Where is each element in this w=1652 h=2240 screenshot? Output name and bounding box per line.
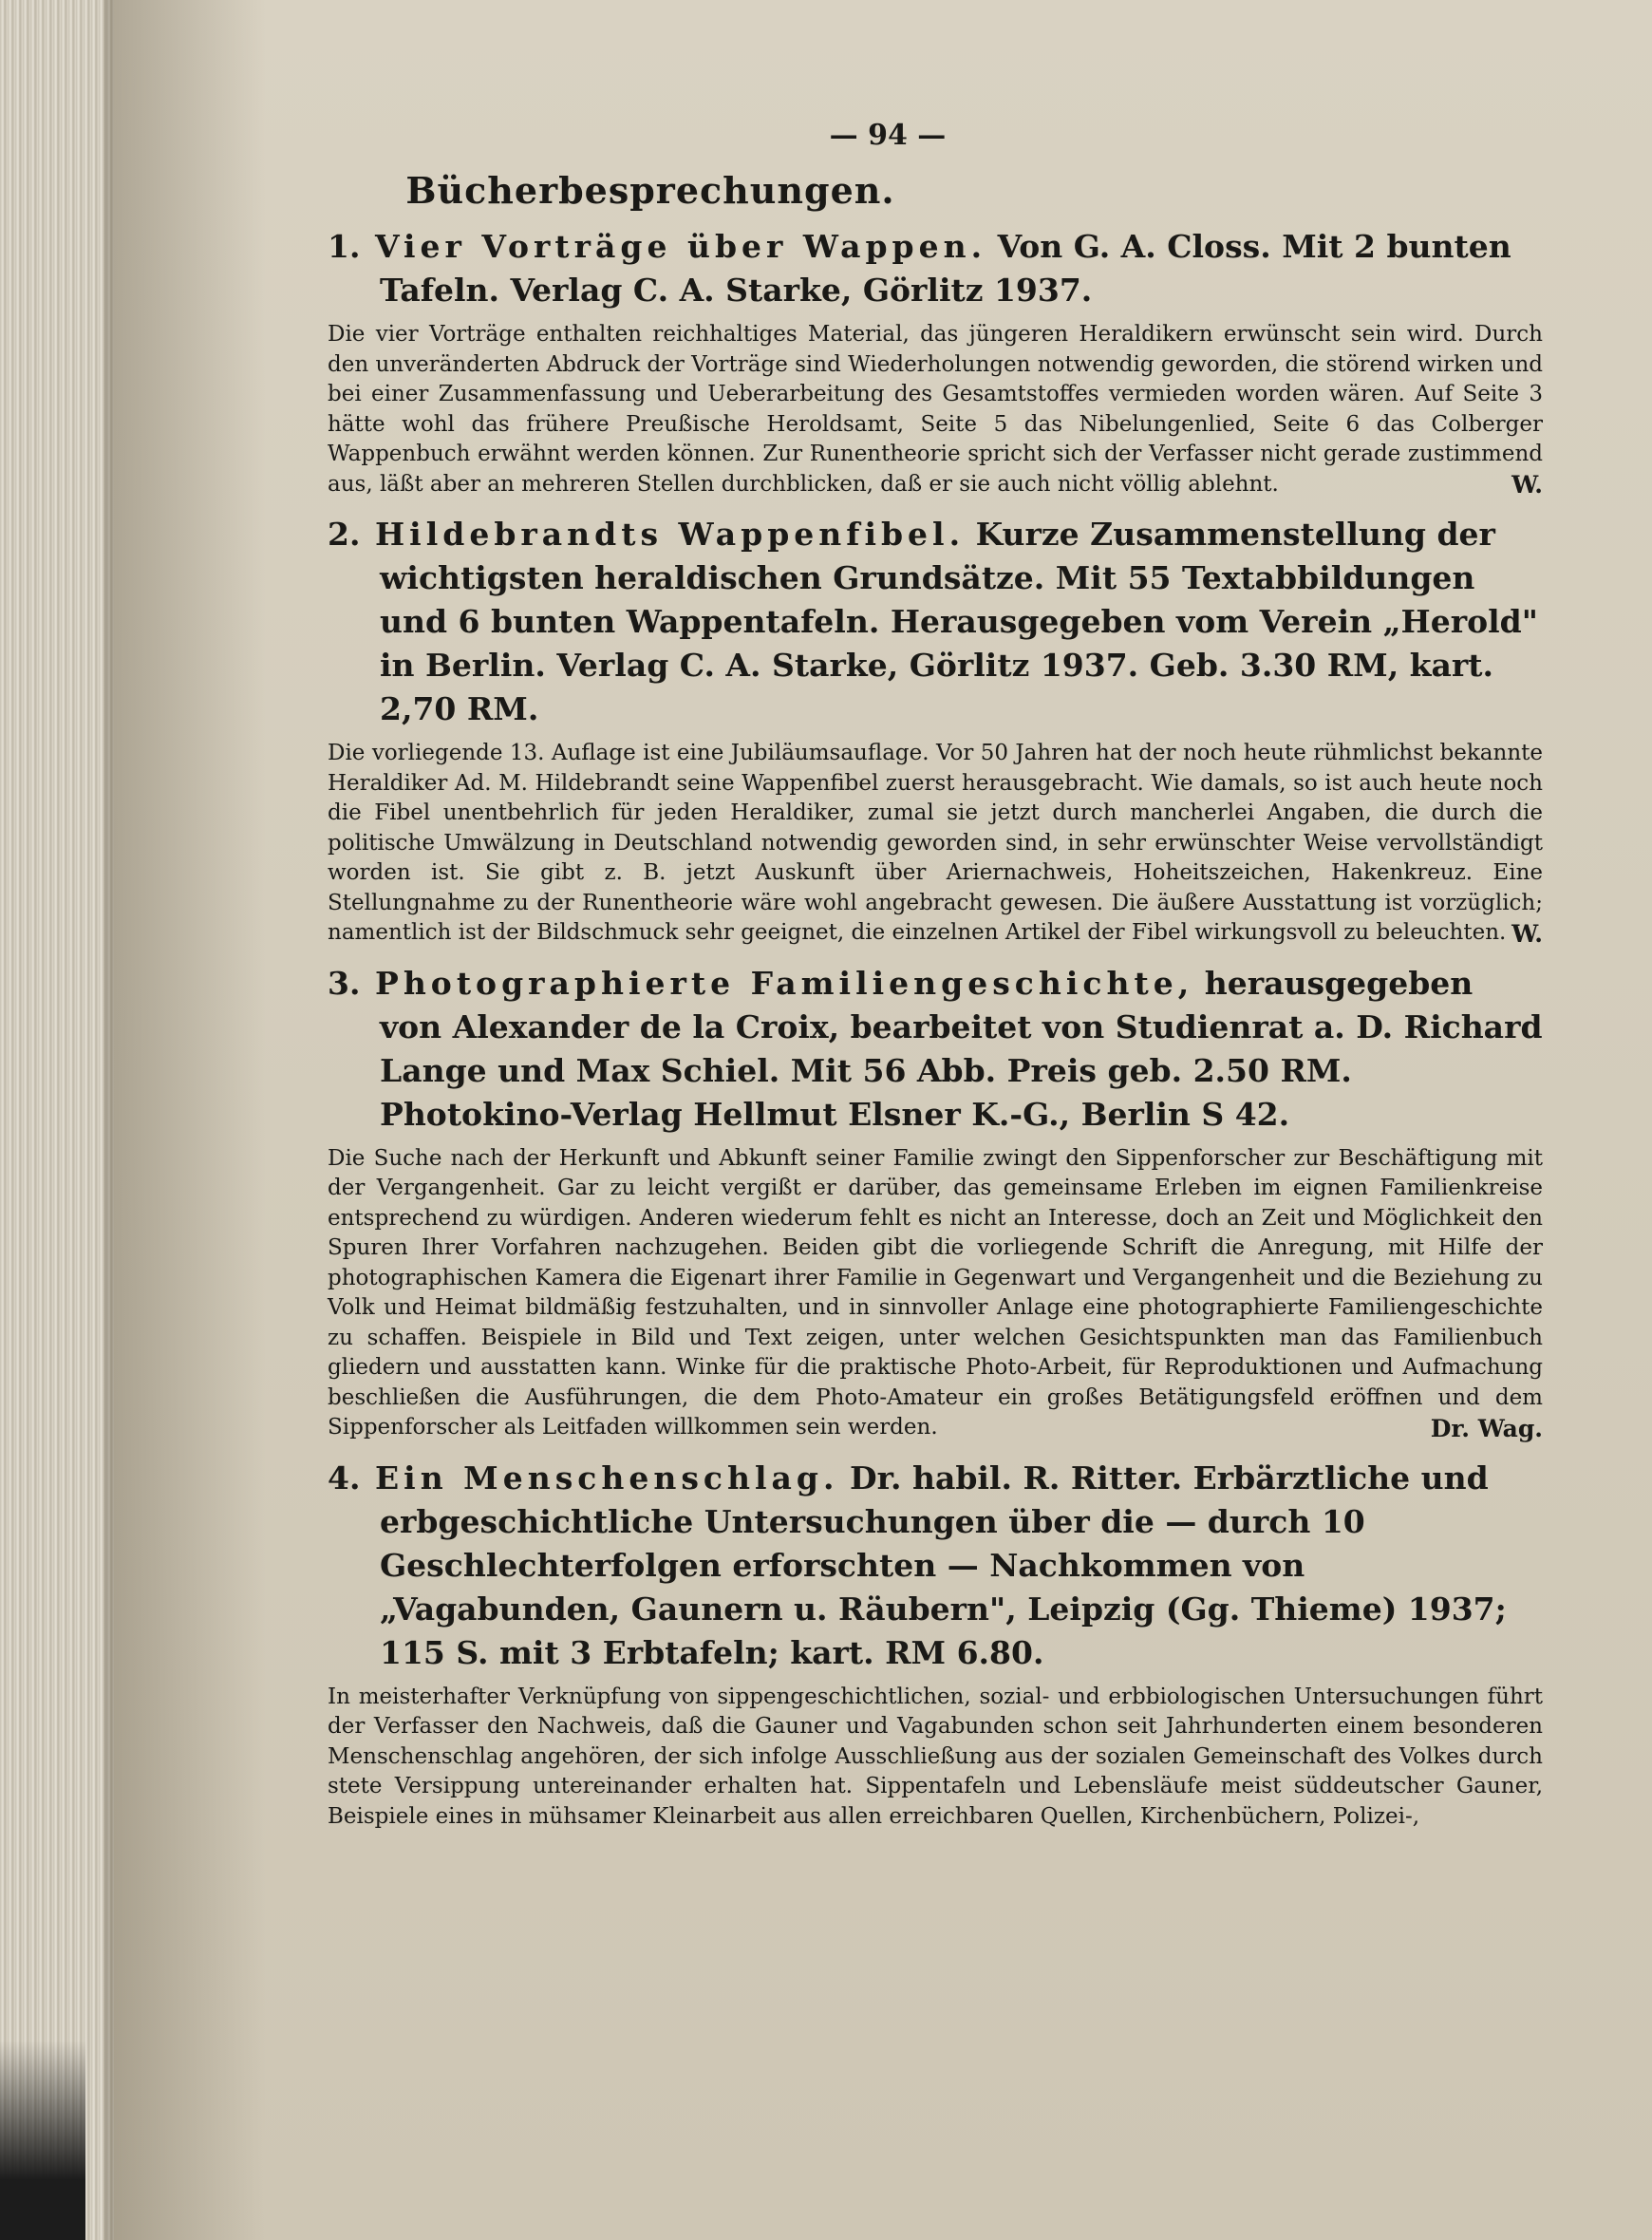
review-body (328, 1683, 1543, 1833)
review-signature: Dr. Wag. (1430, 1414, 1543, 1442)
review-entry-4 (328, 1457, 1543, 1833)
review-details: Dr. habil. R. Ritter. Erbärztliche und erbgeschichtliche Untersuchungen über die — durch 10 Geschlechterfolgen erforschten — Nachkommen von „Vagabunden, Gaunern u. Räubern", Leipzig (Gg. Thieme) 1937; 115 S. mit 3 Erbtafeln; kart. RM 6.80. (380, 1459, 1507, 1671)
review-title: Vier Vorträge über Wappen. (375, 228, 987, 265)
page-number: — 94 — (829, 119, 947, 152)
review-details: Kurze Zusammenstellung der wichtigsten heraldischen Grundsätze. Mit 55 Textabbildungen und 6 bunten Wappentafeln. Herausgegeben vom Verein „Herold" in Berlin. Verlag C. A. Starke, Görlitz 1937. Geb. 3.30 RM, kart. 2,70 RM. (380, 516, 1538, 727)
review-details: Von G. A. Closs. Mit 2 bunten Tafeln. Verlag C. A. Starke, Görlitz 1937. (380, 228, 1511, 309)
review-entry-1 (328, 225, 1543, 499)
review-title: Ein Menschenschlag. (375, 1459, 839, 1496)
review-text: In meisterhafter Verknüpfung von sippengeschichtlichen, sozial- und erbbiologischen Untersuchungen führt der Verfasser den Nachweis, daß die Gauner und Vagabunden schon seit Jahrhunderten einem besonderen Menschenschlag angehören, der sich infolge Ausschließung aus der sozialen Gemeinschaft des Volkes durch stete Versippung untereinander erhalten hat. Sippentafeln und Lebensläufe meist süddeutscher Gauner, Beispiele eines in mühsamer Kleinarbeit aus allen erreichbaren Quellen, Kirchenbüchern, Polizei-, (328, 1684, 1543, 1829)
binding-shadow (104, 0, 266, 2240)
review-body (328, 320, 1543, 499)
review-title: Hildebrandts Wappenfibel. (375, 516, 966, 553)
review-entry-3 (328, 962, 1543, 1443)
review-number: 3. (328, 964, 361, 1002)
review-number: 1. (328, 228, 361, 265)
review-number: 4. (328, 1459, 361, 1496)
review-signature: W. (1511, 471, 1543, 499)
review-text: Die vier Vorträge enthalten reichhaltiges Material, das jüngeren Heraldikern erwünscht sein wird. Durch den unveränderten Abdruck der Vorträge sind Wiederholungen notwendig geworden, die störend wirken und bei einer Zusammenfassung und Ueberarbeitung des Gesamtstoffes vermieden worden wären. Auf Seite 3 hätte wohl das frühere Preußische Heroldsamt, Seite 5 das Nibelungenlied, Seite 6 das Colberger Wappenbuch erwähnt werden können. Zur Runentheorie spricht sich der Verfasser nicht gerade zustimmend aus, läßt aber an mehreren Stellen durchblicken, daß er sie auch nicht völlig ablehnt. (328, 322, 1543, 497)
review-heading (328, 1457, 1543, 1675)
dark-corner (0, 2041, 85, 2240)
review-heading (328, 513, 1543, 731)
page-content (328, 119, 1543, 1845)
review-body (328, 1144, 1543, 1443)
review-text: Die Suche nach der Herkunft und Abkunft seiner Familie zwingt den Sippenforscher zur Beschäftigung mit der Vergangenheit. Gar zu leicht vergißt er darüber, das gemeinsame Erleben im eignen Familienkreise entsprechend zu würdigen. Anderen wiederum fehlt es nicht an Interesse, doch an Zeit und Möglichkeit den Spuren Ihrer Vorfahren nachzugehen. Beiden gibt die vorliegende Schrift die Anregung, mit Hilfe der photographischen Kamera die Eigenart ihrer Familie in Gegenwart und Vergangenheit und die Beziehung zu Volk und Heimat bildmäßig festzuhalten, und in sinnvoller Anlage eine photographierte Familiengeschichte zu schaffen. Beispiele in Bild und Text zeigen, unter welchen Gesichtspunkten man das Familienbuch gliedern und ausstatten kann. Winke für die praktische Photo-Arbeit, für Reproduktionen und Aufmachung beschließen die Ausführungen, die dem Photo-Amateur ein großes Betätigungsfeld eröffnen und dem Sippenforscher als Leitfaden willkommen sein werden. (328, 1145, 1543, 1440)
review-number: 2. (328, 516, 361, 553)
review-details: herausgegeben von Alexander de la Croix, bearbeitet von Studienrat a. D. Richard Lange und Max Schiel. Mit 56 Abb. Preis geb. 2.50 RM. Photokino-Verlag Hellmut Elsner K.-G., Berlin S 42. (380, 964, 1543, 1133)
review-signature: W. (1511, 919, 1543, 948)
review-heading (328, 962, 1543, 1137)
review-heading (328, 225, 1543, 312)
page-edges (0, 0, 114, 2240)
section-title: Bücherbesprechungen. (405, 169, 895, 212)
review-entry-2 (328, 513, 1543, 949)
review-text: Die vorliegende 13. Auflage ist eine Jubiläumsauflage. Vor 50 Jahren hat der noch heute rühmlichst bekannte Heraldiker Ad. M. Hildebrandt seine Wappenfibel zuerst herausgebracht. Wie damals, so ist auch heute noch die Fibel unentbehrlich für jeden Heraldiker, zumal sie jetzt durch mancherlei Angaben, die durch die politische Umwälzung in Deutschland notwendig geworden sind, in sehr erwünschter Weise vervollständigt worden ist. Sie gibt z. B. jetzt Auskunft über Ariernachweis, Hoheitszeichen, Hakenkreuz. Eine Stellungnahme zu der Runentheorie wäre wohl angebracht gewesen. Die äußere Ausstattung ist vorzüglich; namentlich ist der Bildschmuck sehr geeignet, die einzelnen Artikel der Fibel wirkungsvoll zu beleuchten. (328, 741, 1543, 945)
review-body (328, 739, 1543, 949)
review-title: Photographierte Familiengeschichte, (375, 964, 1194, 1002)
